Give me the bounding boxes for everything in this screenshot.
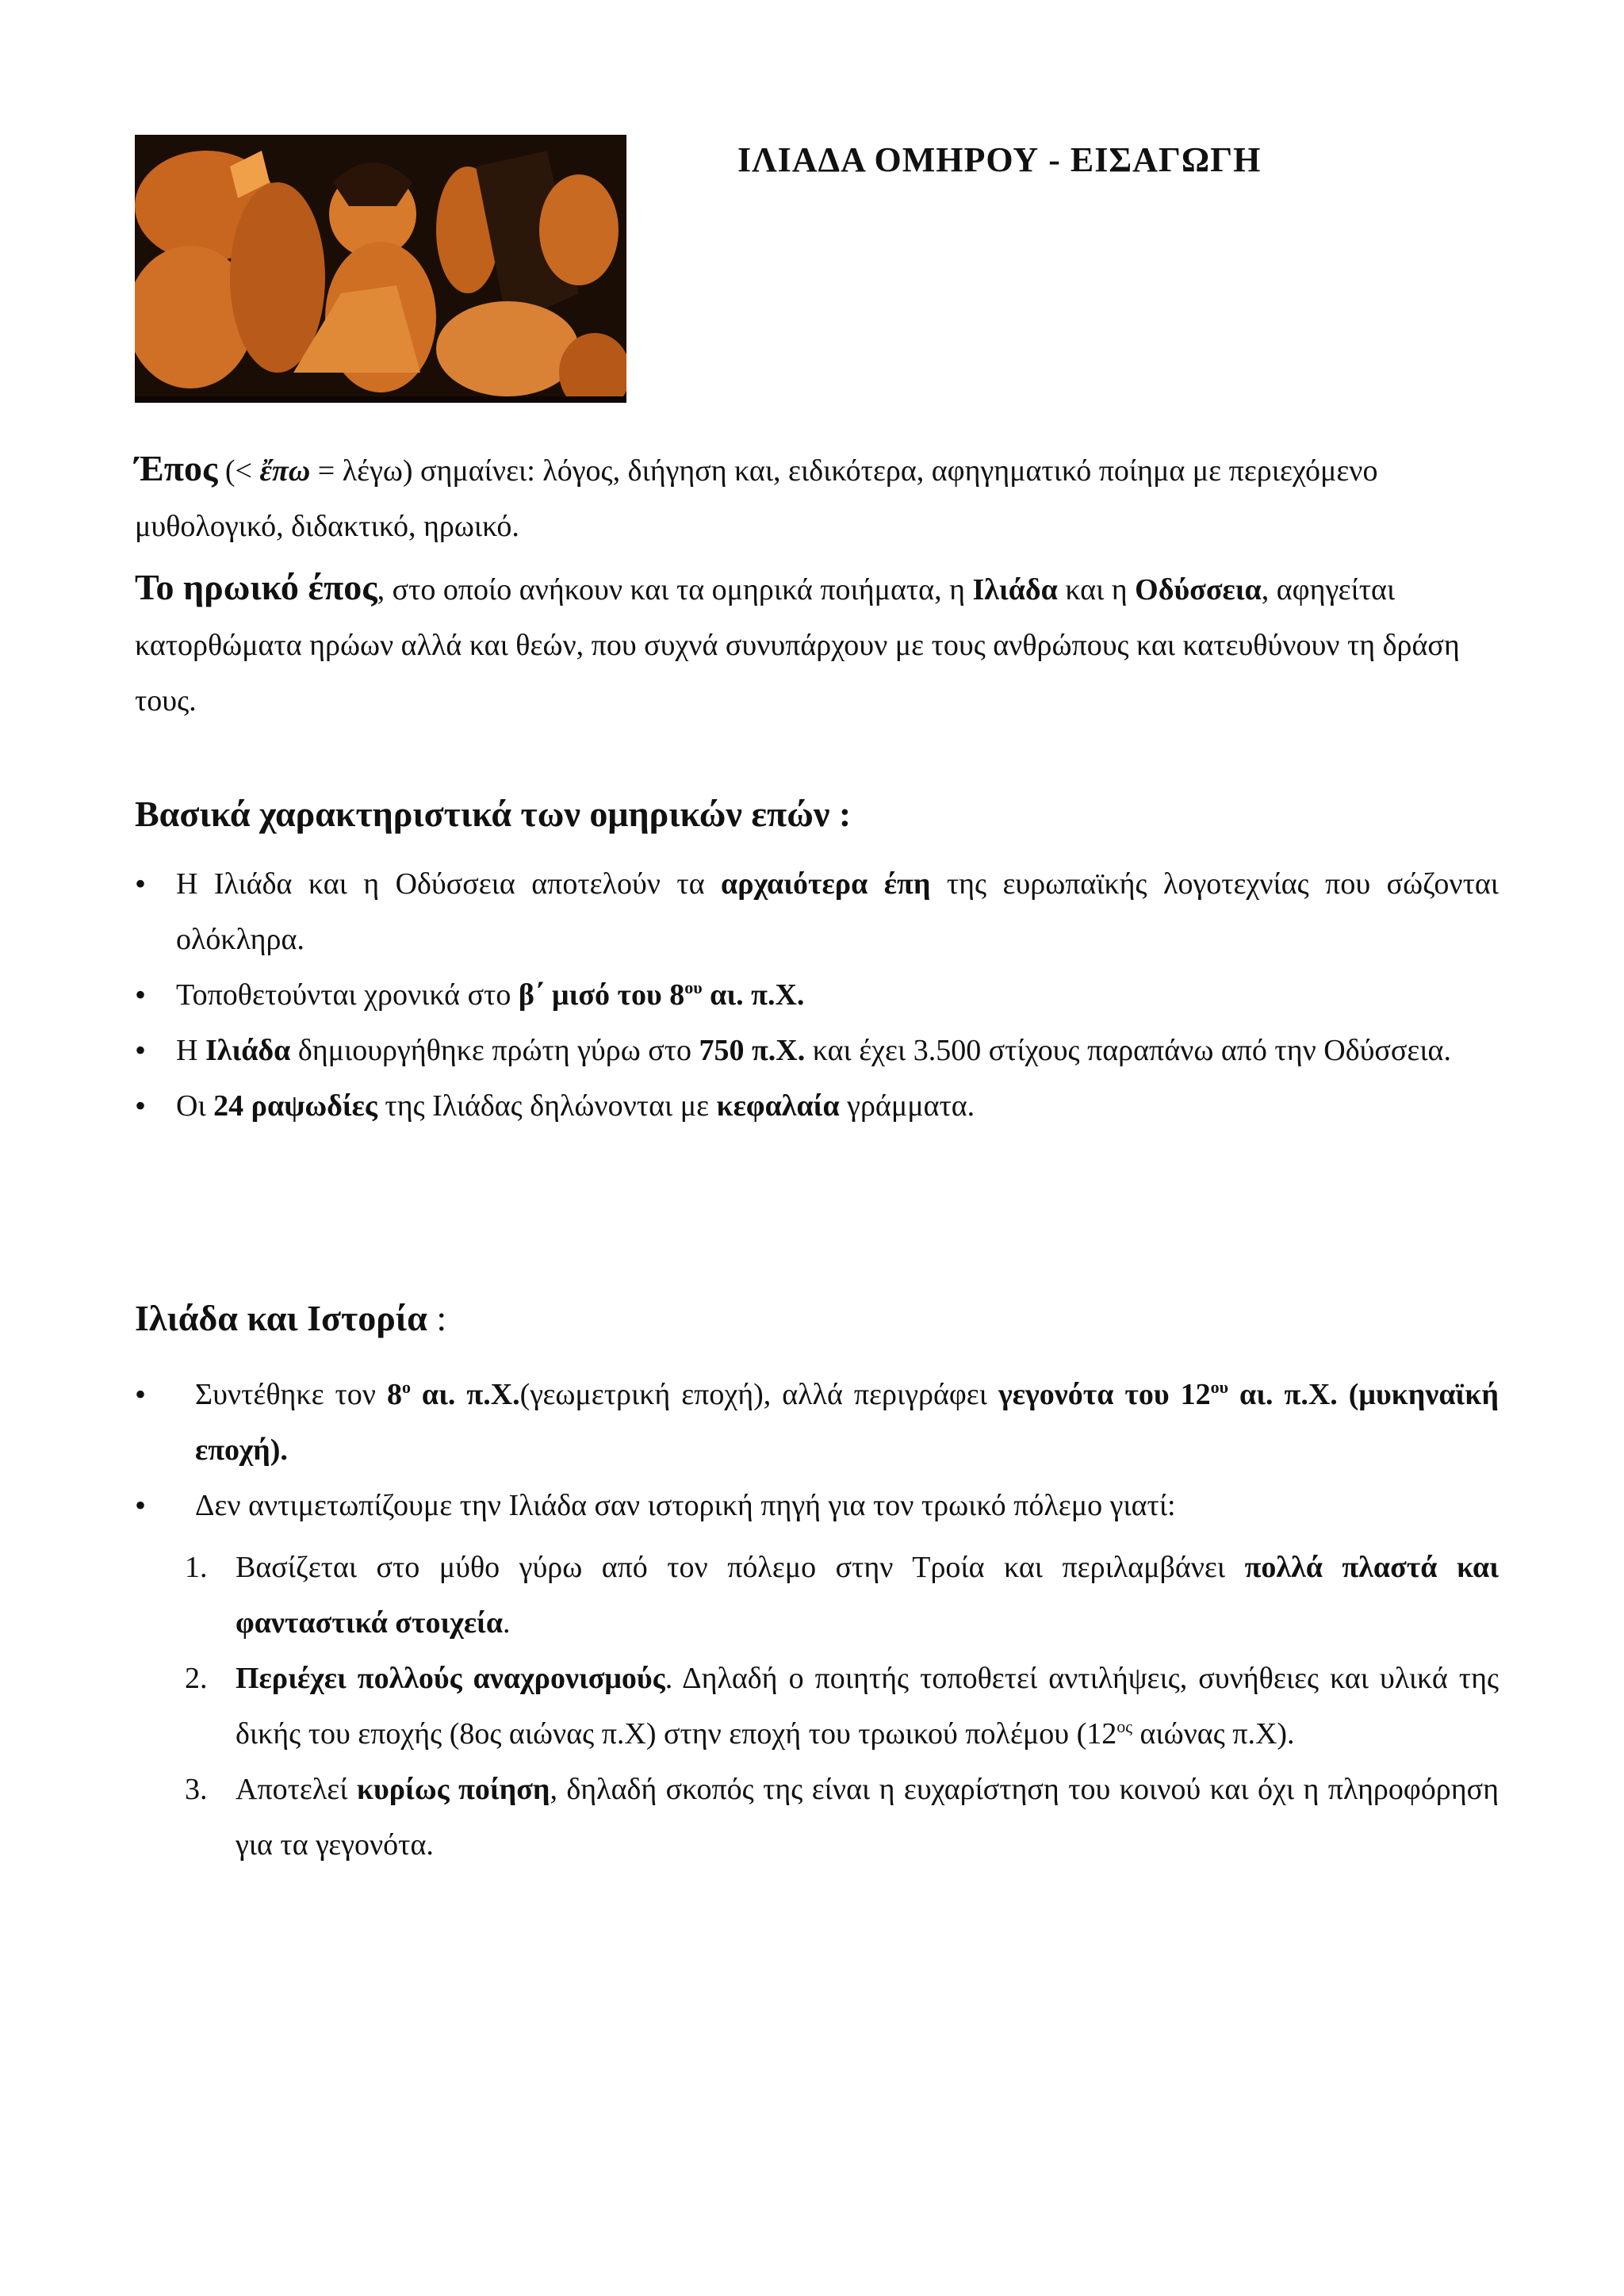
emphasis: 24 ραψωδίες <box>213 1089 377 1123</box>
history-heading-text: Ιλιάδα και Ιστορία <box>135 1298 427 1338</box>
text: . Δηλαδή ο ποιητής τοποθετεί αντιλήψεις, συνήθειες και υλικά της δικής του εποχής (8ος αιώνας π.Χ) στην εποχή του τρωικού πολέμου (12 <box>236 1662 1499 1751</box>
emphasis: κυρίως ποίηση <box>356 1773 550 1806</box>
list-item <box>135 1540 1499 1651</box>
item-number: 1. <box>185 1551 208 1584</box>
emphasis: 8 <box>386 1378 402 1411</box>
list-item <box>135 1023 1499 1078</box>
epos-definition-text: = λέγω) σημαίνει: λόγος, διήγηση και, ειδικότερα, αφηγηματικό ποίημα με περιεχόμενο μυθολογικό, διδακτικό, ηρωικό. <box>135 454 1378 543</box>
epos-term: Έπος <box>135 448 218 488</box>
text: (γεωμετρική εποχή), αλλά περιγράφει <box>519 1378 998 1411</box>
text: γράμματα. <box>839 1089 975 1123</box>
text: και έχει 3.500 στίχους παραπάνω από την Οδύσσεια. <box>805 1034 1451 1067</box>
epos-etymology: ἔπω <box>259 454 311 488</box>
text: . <box>503 1606 511 1640</box>
text: Τοποθετούνται χρονικά στο <box>176 978 519 1012</box>
features-heading: Βασικά χαρακτηριστικά των ομηρικών επών : <box>135 794 852 834</box>
emphasis: β΄ μισό του 8 <box>518 978 685 1012</box>
heroic-text-2: και η <box>1057 573 1136 607</box>
emphasis: πολλά πλαστά και φανταστικά στοιχεία <box>236 1551 1499 1640</box>
emphasis: Ιλιάδα <box>205 1034 291 1067</box>
superscript: ου <box>1210 1377 1229 1397</box>
emphasis: αι. π.Χ. <box>410 1378 520 1411</box>
list-item <box>135 1651 1499 1762</box>
epos-definition <box>135 441 1499 554</box>
list-item <box>135 1762 1499 1873</box>
heroic-epos-paragraph <box>135 560 1499 729</box>
text: Οι <box>176 1089 214 1123</box>
text: Η <box>176 1034 205 1067</box>
history-heading-colon: : <box>427 1298 447 1338</box>
text: της ευρωπαϊκής λογοτεχνίας που σώζονται ολόκληρα. <box>176 867 1500 956</box>
superscript: ου <box>684 978 703 997</box>
emphasis: αρχαιότερα έπη <box>721 867 931 901</box>
superscript: ος <box>1116 1716 1132 1736</box>
text: δημιουργήθηκε πρώτη γύρω στο <box>290 1034 699 1067</box>
emphasis: 750 π.Χ. <box>699 1034 806 1067</box>
reasons-list <box>135 1540 1499 1873</box>
emphasis: κεφαλαία <box>716 1089 840 1123</box>
heroic-text-3: , αφηγείται κατορθώματα ηρώων αλλά και θεών, που συχνά συνυπάρχουν με τους ανθρώπους και κατευθύνουν τη δράση τους. <box>135 573 1460 718</box>
emphasis: Περιέχει πολλούς αναχρονισμούς <box>236 1662 665 1695</box>
heroic-odyssey: Οδύσσεια <box>1135 573 1262 607</box>
emphasis: αι. π.Χ. (μυκηναϊκή εποχή). <box>195 1378 1499 1467</box>
text: της Ιλιάδας δηλώνονται με <box>377 1089 717 1123</box>
list-item <box>135 1078 1499 1134</box>
heroic-text-1: , στο οποίο ανήκουν και τα ομηρικά ποιήματα, η <box>377 573 973 607</box>
item-number: 2. <box>185 1662 208 1695</box>
text: Βασίζεται στο μύθο γύρω από τον πόλεμο στην Τροία και περιλαμβάνει <box>236 1551 1245 1584</box>
item-number: 3. <box>185 1773 208 1806</box>
text: , δηλαδή σκοπός της είναι η ευχαρίστηση του κοινού και όχι η πληροφόρηση για τα γεγονότα. <box>236 1773 1499 1862</box>
heroic-iliad: Ιλιάδα <box>972 573 1058 607</box>
text: Συντέθηκε τον <box>195 1378 387 1411</box>
vase-painting-image <box>135 135 626 403</box>
text: αιώνας π.Χ). <box>1132 1717 1295 1751</box>
heroic-epos-term: Το ηρωικό έπος <box>135 567 377 607</box>
epos-open: (< <box>217 454 260 488</box>
text: Αποτελεί <box>236 1773 357 1806</box>
superscript: ο <box>401 1377 411 1397</box>
list-item <box>135 1367 1499 1478</box>
features-list <box>135 856 1499 1134</box>
history-list <box>135 1367 1499 1533</box>
page-title: ΙΛΙΑΔΑ ΟΜΗΡΟΥ - ΕΙΣΑΓΩΓΗ <box>737 140 1262 179</box>
list-item <box>135 967 1499 1023</box>
emphasis: γεγονότα του 12 <box>998 1378 1211 1411</box>
list-item <box>135 856 1499 967</box>
emphasis: αι. π.Χ. <box>702 978 805 1012</box>
list-item: • Δεν αντιμετωπίζουμε την Ιλιάδα σαν ιστορική πηγή για τον τρωικό πόλεμο γιατί: <box>135 1478 1499 1533</box>
text: Η Ιλιάδα και η Οδύσσεια αποτελούν τα <box>176 867 722 901</box>
history-heading <box>135 1297 446 1339</box>
